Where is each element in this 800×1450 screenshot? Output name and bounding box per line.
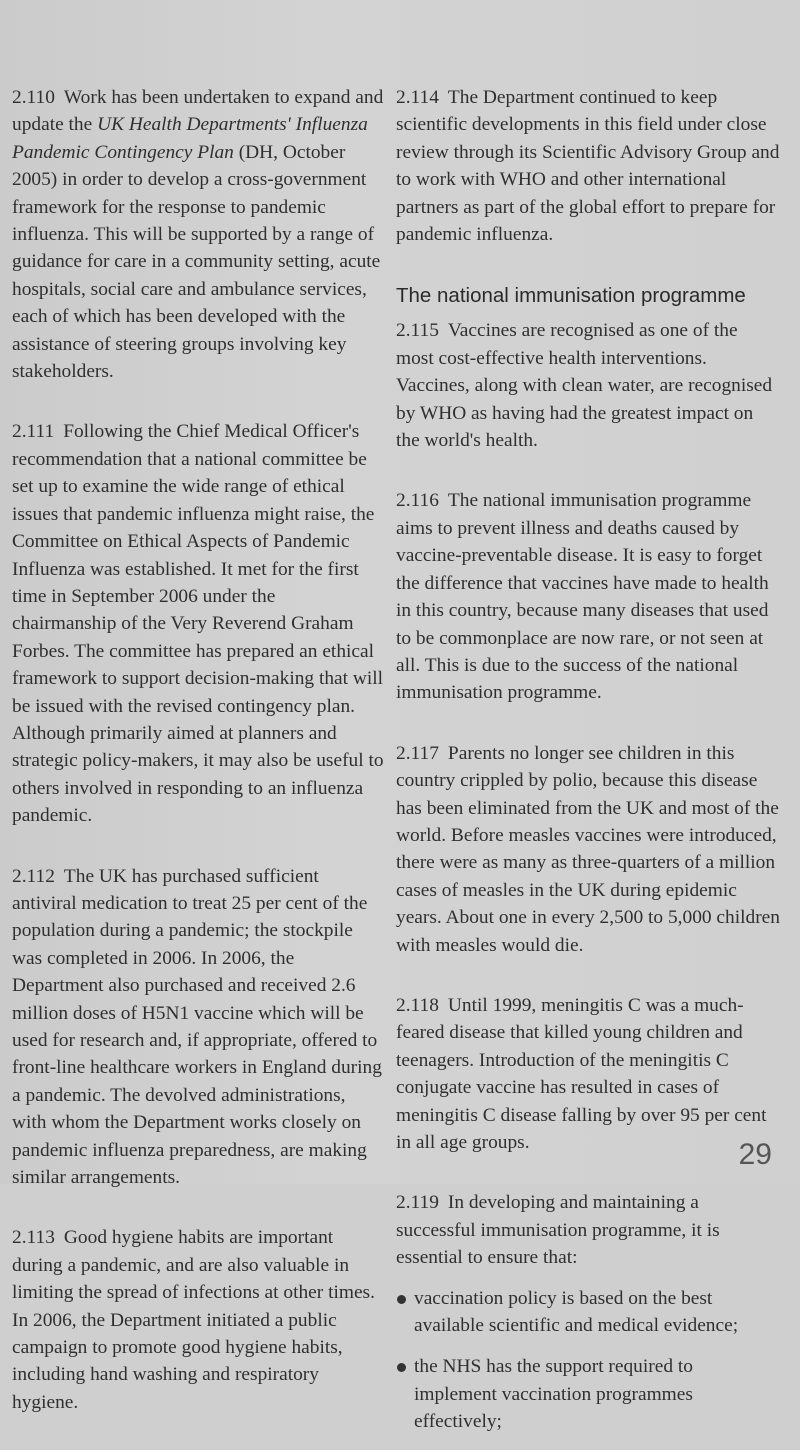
right-column	[396, 84, 780, 1450]
paragraph-2-117	[396, 740, 780, 959]
bullet-icon	[397, 1363, 406, 1372]
paragraph-2-119	[396, 1189, 780, 1271]
list-item	[396, 1353, 780, 1435]
paragraph-text: The national immunisation programme aims to prevent illness and deaths caused by vaccine-preventable disease. It is easy to forget the difference that vaccines have made to health in this country, because many diseases that used to be commonplace are now rare, or not seen at all. This is due to the success of the national immunisation programme.	[396, 490, 769, 704]
paragraph-number: 2.110	[12, 87, 55, 108]
list-item	[396, 1285, 780, 1340]
paragraph-number: 2.111	[12, 421, 55, 443]
paragraph-number: 2.116	[396, 490, 439, 512]
paragraph-text: Vaccines are recognised as one of the most cost-effective health interventions. Vaccines, along with clean water, are recognised by WHO as having had the greatest impact on the world's health.	[396, 320, 773, 452]
paragraph-2-113	[12, 1224, 384, 1416]
paragraph-number: 2.112	[12, 865, 55, 887]
bullet-icon	[397, 1295, 406, 1304]
paragraph-number: 2.117	[396, 742, 439, 764]
paragraph-2-116	[396, 487, 780, 706]
paragraph-text: Following the Chief Medical Officer's recommendation that a national committee be set up to examine the wide range of ethical issues that pandemic influenza might raise, the Committee on Ethical Aspects of Pandemic Influenza was established. It met for the first time in September 2006 under the chairmanship of the Very Reverend Graham Forbes. The committee has prepared an ethical framework to support decision-making that will be issued with the revised contingency plan. Although primarily aimed at planners and strategic policy-makers, it may also be useful to others involved in responding to an influenza pandemic.	[12, 421, 384, 827]
left-column	[12, 84, 384, 1449]
paragraph-text: The UK has purchased sufficient antiviral medication to treat 25 per cent of the population during a pandemic; the stockpile was completed in 2006. In 2006, the Department also purchased and received 2.6 million doses of H5N1 vaccine which will be used for research and, if appropriate, offered to front-line healthcare workers in England during a pandemic. The devolved administrations, with whom the Department works closely on pandemic influenza preparedness, are making similar arrangements.	[12, 865, 382, 1189]
paragraph-text: Good hygiene habits are important during a pandemic, and are also valuable in limiting the spread of infections at other times. In 2006, the Department initiated a public campaign to promote good hygiene habits, including hand washing and respiratory hygiene.	[12, 1227, 375, 1413]
paragraph-text: Parents no longer see children in this country crippled by polio, because this disease has been eliminated from the UK and most of the world. Before measles vaccines were introduced, there were as many as three-quarters of a million cases of measles in the UK during epidemic years. About one in every 2,500 to 5,000 children with measles would die.	[396, 742, 780, 956]
paragraph-text: Work has been undertaken to expand and update the	[12, 87, 384, 136]
page-number: 29	[738, 1138, 772, 1171]
section-heading: The national immunisation programme	[396, 284, 746, 308]
paragraph-number: 2.118	[396, 994, 439, 1016]
document-title-italic: UK Health Departments' Influenza Pandemic Contingency Plan	[12, 114, 368, 163]
paragraph-2-114	[396, 84, 780, 248]
paragraph-2-110	[12, 84, 384, 385]
paragraph-2-112	[12, 863, 384, 1192]
paragraph-text: The Department continued to keep scientific developments in this field under close review through its Scientific Advisory Group and to work with WHO and other international partners as part of the global effort to prepare for pandemic influenza.	[396, 87, 780, 246]
list-item-text: the NHS has the support required to implement vaccination programmes effectively;	[414, 1356, 693, 1433]
paragraph-2-118	[396, 992, 780, 1156]
paragraph-text: (DH, October 2005) in order to develop a cross-government framework for the response to pandemic influenza. This will be supported by a range of guidance for care in a community setting, acute hospitals, social care and ambulance services, each of which has been developed with the assistance of steering groups involving key stakeholders.	[12, 141, 381, 383]
paragraph-number: 2.115	[396, 320, 439, 342]
list-item-text: vaccination policy is based on the best available scientific and medical evidence;	[414, 1287, 739, 1337]
paragraph-number: 2.119	[396, 1192, 439, 1214]
paragraph-text: In developing and maintaining a successful immunisation programme, it is essential to ensure that:	[396, 1192, 720, 1269]
paragraph-2-111	[12, 418, 384, 829]
paragraph-text: Until 1999, meningitis C was a much-feared disease that killed young children and teenagers. Introduction of the meningitis C conjugate vaccine has resulted in cases of meningitis C disease falling by over 95 per cent in all age groups.	[396, 994, 767, 1153]
paragraph-number: 2.113	[12, 1227, 55, 1249]
bullet-list	[396, 1285, 780, 1436]
paragraph-number: 2.114	[396, 87, 439, 108]
paragraph-2-115	[396, 317, 780, 454]
